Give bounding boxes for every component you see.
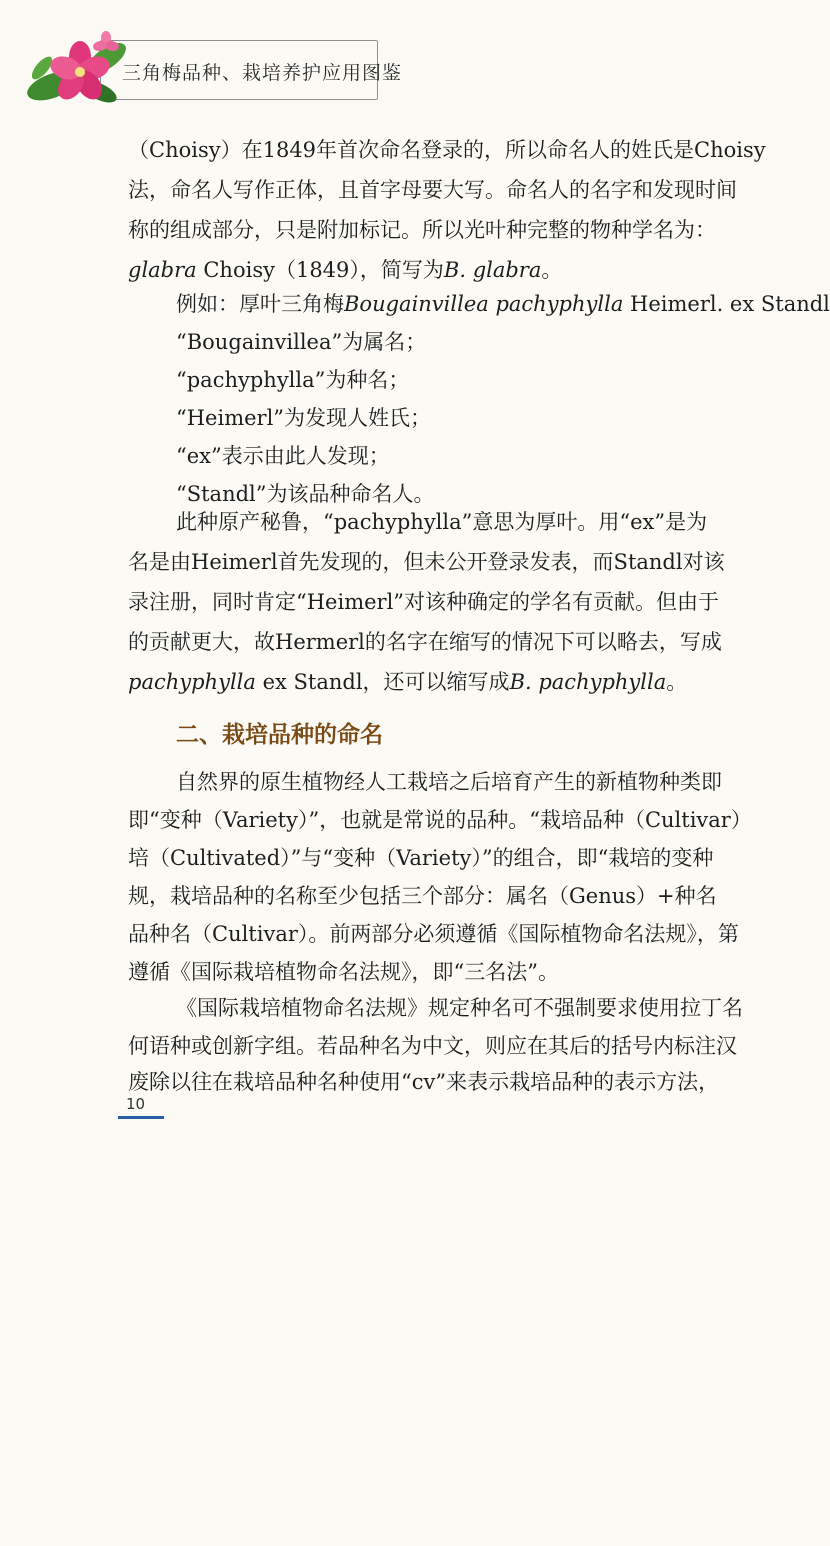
body-line: 称的组成部分，只是附加标记。所以光叶种完整的物种学名为： — [128, 218, 716, 242]
body-line: 即“变种（Variety）”，也就是常说的品种。“栽培品种（Cultivar） — [128, 808, 752, 832]
page-number: 10 — [126, 1095, 146, 1113]
body-line: “ex”表示由此人发现； — [176, 444, 390, 468]
body-line: glabra Choisy（1849），简写为B. glabra。 — [128, 258, 563, 282]
body-line: 规，栽培品种的名称至少包括三个部分：属名（Genus）+种名 — [128, 884, 717, 908]
header-title: 三角梅品种、栽培养护应用图鉴 — [122, 62, 403, 84]
body-line: 的贡献更大，故Hermerl的名字在缩写的情况下可以略去，写成 — [128, 630, 722, 654]
body-line: 名是由Heimerl首先发现的，但未公开登录发表，而Standl对该 — [128, 550, 725, 574]
body-line: （Choisy）在1849年首次命名登录的，所以命名人的姓氏是Choisy — [128, 138, 766, 162]
body-line: 自然界的原生植物经人工栽培之后培育产生的新植物种类即 — [176, 770, 722, 794]
body-line: 品种名（Cultivar）。前两部分必须遵循《国际植物命名法规》，第 — [128, 922, 739, 946]
body-line: 例如：厚叶三角梅Bougainvillea pachyphylla Heimerl. ex Standl — [176, 292, 830, 316]
body-line: 培（Cultivated）”与“变种（Variety）”的组合，即“栽培的变种 — [128, 846, 714, 870]
section-heading: 二、栽培品种的命名 — [176, 722, 383, 748]
body-line: 何语种或创新字组。若品种名为中文，则应在其后的括号内标注汉 — [128, 1034, 737, 1058]
body-line: 遵循《国际栽培植物命名法规》，即“三名法”。 — [128, 960, 559, 984]
body-line: “pachyphylla”为种名； — [176, 368, 410, 392]
page-number-underline — [118, 1116, 164, 1119]
body-line: “Standl”为该品种命名人。 — [176, 482, 435, 506]
body-line: pachyphylla ex Standl，还可以缩写成B. pachyphylla。 — [128, 670, 688, 694]
body-line: 此种原产秘鲁，“pachyphylla”意思为厚叶。用“ex”是为 — [176, 510, 708, 534]
body-line: “Heimerl”为发现人姓氏； — [176, 406, 432, 430]
body-line: 录注册，同时肯定“Heimerl”对该种确定的学名有贡献。但由于 — [128, 590, 720, 614]
body-line: “Bougainvillea”为属名； — [176, 330, 427, 354]
body-line: 废除以往在栽培品种名种使用“cv”来表示栽培品种的表示方法， — [128, 1070, 720, 1094]
body-line: 法，命名人写作正体，且首字母要大写。命名人的名字和发现时间 — [128, 178, 737, 202]
body-line: 《国际栽培植物命名法规》规定种名可不强制要求使用拉丁名 — [176, 996, 743, 1020]
